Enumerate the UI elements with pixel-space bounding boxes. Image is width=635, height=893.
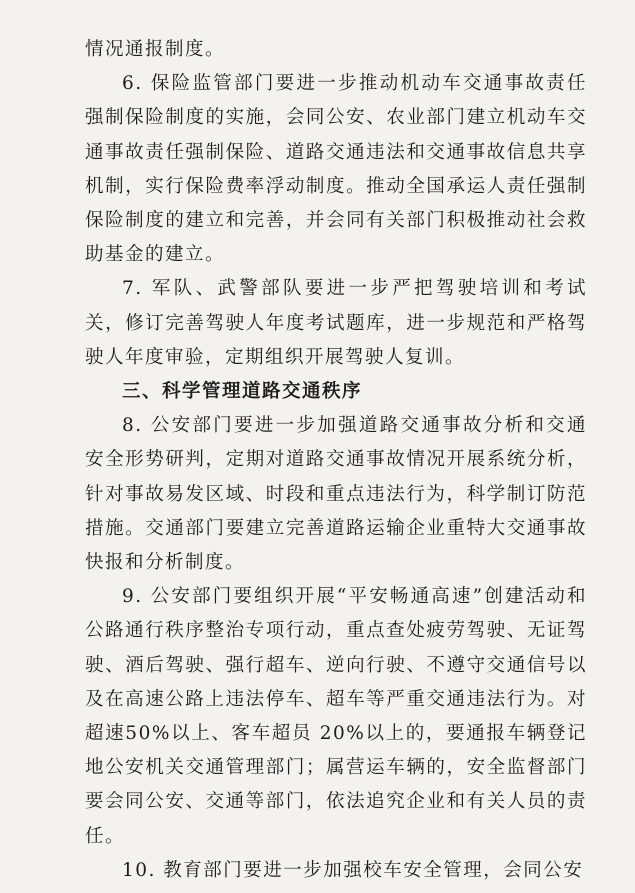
document-body [85, 33, 587, 888]
paragraph-9: 9. 公安部门要组织开展“平安畅通高速”创建活动和公路通行秩序整治专项行动，重点查处疲劳驾驶、无证驾驶、酒后驾驶、强行超车、逆向行驶、不遵守交通信号以及在高速公路上违法停车、超车等严重交通违法行为。对超速50%以上、客车超员 20%以上的，要通报车辆登记地公安机关交通管理部门；属营运车辆的，安全监督部门要会同公安、交通等部门，依法追究企业和有关人员的责任。 [85, 586, 587, 847]
paragraph-8: 8. 公安部门要进一步加强道路交通事故分析和交通安全形势研判，定期对道路交通事故情况开展系统分析，针对事故易发区域、时段和重点违法行为，科学制订防范措施。交通部门要建立完善道路运输企业重特大交通事故快报和分析制度。 [85, 415, 587, 574]
section-heading: 三、科学管理道路交通秩序 [122, 381, 363, 403]
intro-line: 情况通报制度。 [85, 39, 226, 60]
paragraph-10: 10. 教育部门要进一步加强校车安全管理，会同公安 [122, 859, 584, 881]
paragraph-6: 6. 保险监管部门要进一步推动机动车交通事故责任强制保险制度的实施，会同公安、农业部门建立机动车交通事故责任强制保险、道路交通违法和交通事故信息共享机制，实行保险费率浮动制度。推动全国承运人责任强制保险制度的建立和完善，并会同有关部门积极推动社会救助基金的建立。 [85, 73, 587, 266]
paragraph-7: 7. 军队、武警部队要进一步严把驾驶培训和考试关，修订完善驾驶人年度考试题库，进一步规范和严格驾驶人年度审验，定期组织开展驾驶人复训。 [85, 278, 587, 368]
